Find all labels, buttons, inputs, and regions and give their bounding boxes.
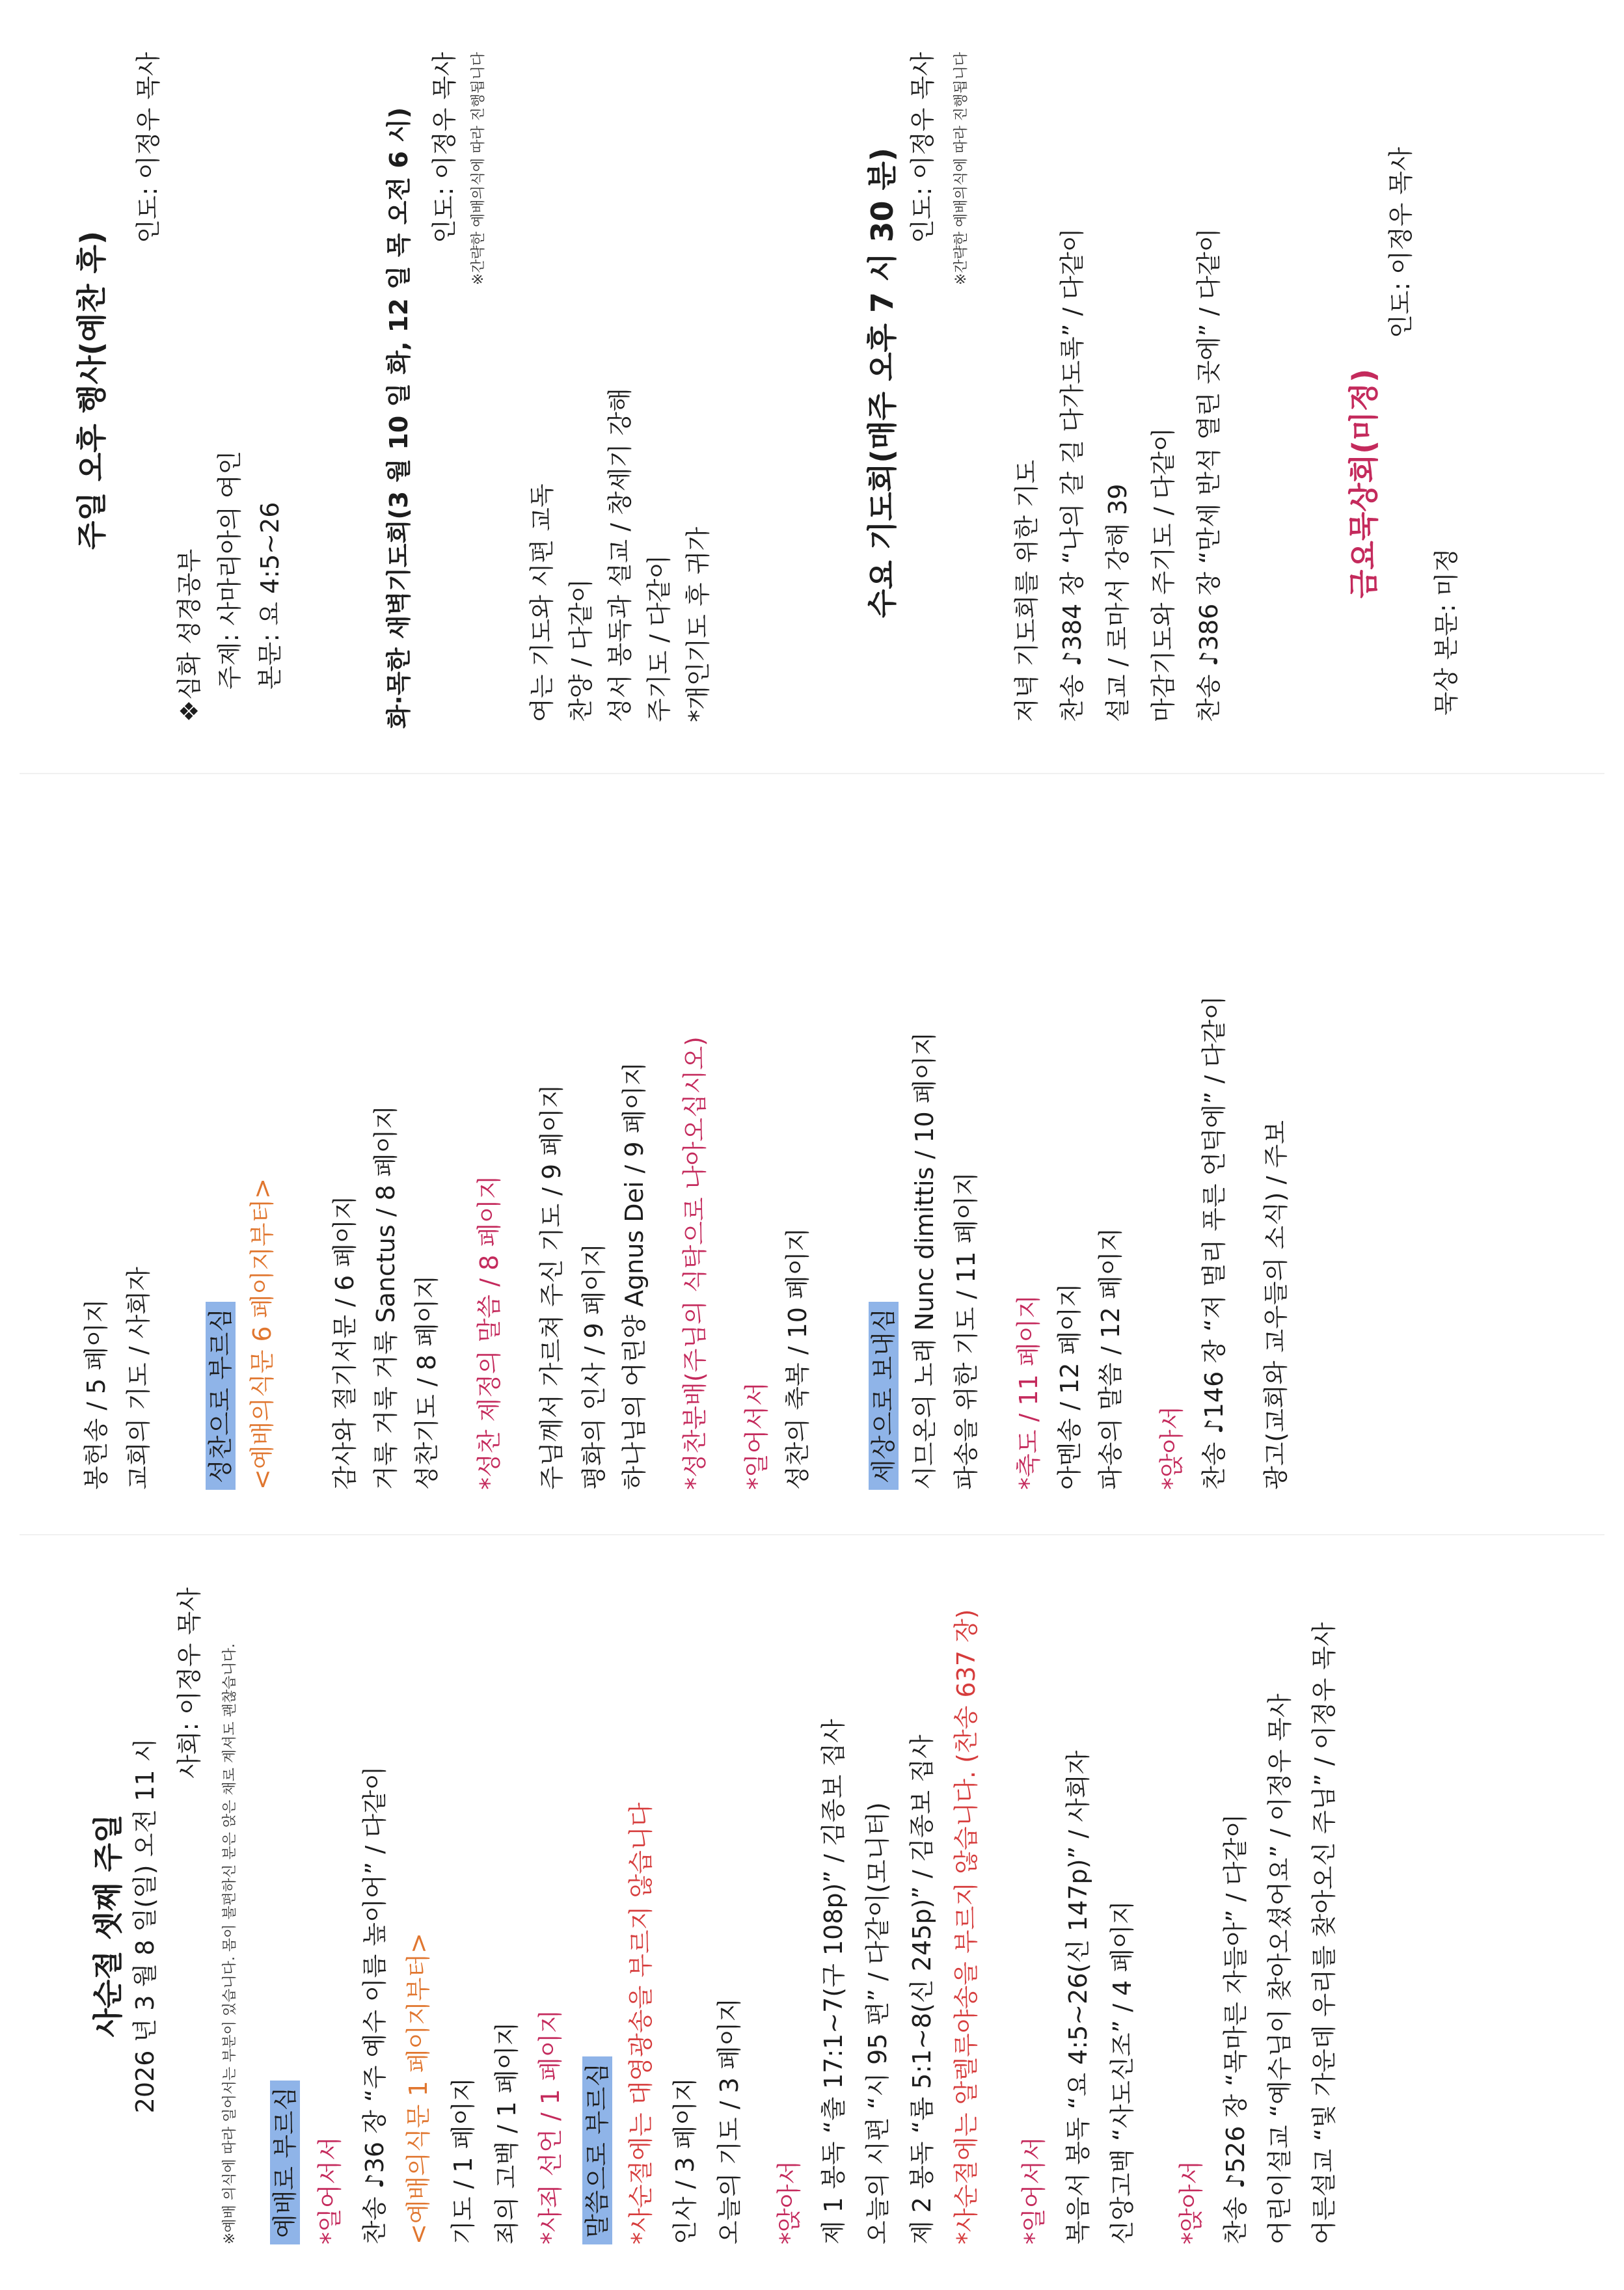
fold-line [20,773,1604,774]
dawn-prayer-title: 화·목한 새벽기도회(3 월 10 일 화, 12 일 목 오전 6 시) [385,107,413,729]
wednesday-step: 마감기도와 주기도 / 다같이 [1149,427,1178,722]
second-reading: 제 2 봉독 “롬 5:1~8(신 245p)” / 김종보 집사 [908,1734,936,2244]
absolution-item: *사죄 선언 / 1 페이지 [536,2009,565,2244]
wednesday-step: 찬송 ♪386 장 “만세 반석 열린 곳에” / 다같이 [1195,228,1223,722]
dawn-prayer-note: ※간략한 예배의식에 따라 진행됩니다 [470,52,487,286]
gospel-reading: 복음서 봉독 “요 4:5~26(신 147p)” / 사회자 [1064,1750,1092,2244]
section-call-to-sacrament: 성찬으로 부르심 [206,1302,236,1490]
main-sermon: 어른설교 “빛 가운데 우리를 찾아오신 주님” / 이정우 목사 [1310,1622,1338,2244]
bible-study-text: 본문: 요 4:5~26 [256,502,284,690]
agnus-dei-item: 하나님의 어린양 Agnus Dei / 9 페이지 [620,1062,649,1490]
sit-cue: *앉아서 [1177,2160,1206,2244]
dawn-step: 여는 기도와 시편 교독 [528,483,556,722]
bible-study-topic: 주제: 사마리아의 여인 [215,450,244,690]
first-reading: 제 1 봉독 “출 17:1~7(구 108p)” / 김종보 집사 [819,1719,848,2244]
section-sending: 세상으로 보내심 [869,1302,899,1490]
sunday-leader: 인도: 이정우 목사 [134,52,163,243]
stand-cue: *일어서서 [742,1382,771,1490]
sending-prayer-item: 파송을 위한 기도 / 11 페이지 [952,1172,981,1490]
liturgy-page-ref: <예배의식문 6 페이지부터> [248,1178,277,1490]
institution-item: *성찬 제정의 말씀 / 8 페이지 [475,1175,504,1490]
dawn-step: *개인기도 후 귀가 [684,526,712,722]
lords-prayer-item: 주님께서 가르쳐 주신 기도 / 9 페이지 [537,1084,566,1490]
section-call-to-worship: 예배로 부르심 [270,2081,300,2244]
dawn-step: 주기도 / 다같이 [645,554,673,722]
sit-cue: *앉아서 [775,2160,804,2244]
benediction-item: *축도 / 11 페이지 [1014,1295,1043,1490]
opening-hymn: 찬송 ♪36 장 “주 예수 이름 높이어” / 다같이 [360,1766,389,2244]
nunc-dimittis-item: 시므온의 노래 Nunc dimittis / 10 페이지 [910,1032,939,1490]
psalm-item: 오늘의 시편 “시 95 편” / 다같이(모니터) [863,1802,892,2244]
wednesday-step: 저녁 기도회를 위한 기도 [1012,459,1041,722]
peace-item: 평화의 인사 / 9 페이지 [580,1243,608,1490]
liturgy-page-ref: <예배의식문 1 페이지부터> [404,1932,433,2244]
preface-item: 감사와 절기서문 / 6 페이지 [331,1195,359,1490]
stand-cue: *일어서서 [1020,2136,1048,2244]
notices-item: 광고(교회와 교우들의 소식) / 주보 [1262,1120,1290,1490]
alleluia-note: *사순절에는 알렐루야송을 부르지 않습니다. (찬송 637 장) [952,1609,981,2244]
offering-item: 봉헌송 / 5 페이지 [82,1299,111,1490]
greeting-item: 인사 / 3 페이지 [671,2077,699,2244]
dismissal-item: 파송의 말씀 / 12 페이지 [1096,1227,1125,1490]
distribution-item: *성찬분배(주님의 식탁으로 나아오십시오) [681,1036,709,1490]
section-call-by-word: 말씀으로 부르심 [582,2056,612,2244]
sunday-afternoon-title: 주일 오후 행사(예찬 후) [74,231,109,550]
sit-cue: *앉아서 [1157,1405,1186,1490]
sanctus-item: 거룩 거룩 거룩 Sanctus / 8 페이지 [372,1105,400,1490]
dawn-step: 성서 봉독과 설교 / 창세기 강해 [606,388,634,722]
stand-cue: *일어서서 [316,2136,344,2244]
eucharist-prayer-item: 성찬기도 / 8 페이지 [413,1274,441,1490]
friday-meditation-title: 금요묵상회(미정) [1346,368,1381,599]
posture-note: ※예배 의식에 따라 일어서는 부분이 있습니다. 몸이 불편하신 분은 앉은 채로 계셔도 괜찮습니다. [222,1643,238,2244]
meal-blessing-item: 성찬의 축복 / 10 페이지 [783,1227,812,1490]
sermon-hymn: 찬송 ♪526 장 “목마른 자들아” / 다같이 [1221,1814,1250,2244]
service-date: 2026 년 3 월 8 일(일) 오전 11 시 [131,1738,159,2114]
amen-item: 아멘송 / 12 페이지 [1055,1283,1084,1490]
bible-study-heading: ❖심화 성경공부 [175,548,204,722]
confession-item: 죄의 고백 / 1 페이지 [493,2021,521,2244]
creed-item: 신앙고백 “사도신조” / 4 페이지 [1108,1900,1137,2244]
children-sermon: 어린이설교 “예수님이 찾아오셨어요” / 이정우 목사 [1265,1693,1294,2244]
gloria-note: *사순절에는 대영광송을 부르지 않습니다 [627,1802,655,2244]
prayer-item: 기도 / 1 페이지 [449,2077,478,2244]
officiant: 사회: 이정우 목사 [175,1587,204,1779]
dawn-prayer-leader: 인도: 이정우 목사 [430,52,459,243]
wednesday-step: 찬송 ♪384 장 “나의 갈 길 다가도록” / 다같이 [1058,228,1087,722]
collect-item: 오늘의 기도 / 3 페이지 [715,1998,744,2244]
wednesday-prayer-title: 수요 기도회(매주 오후 7 시 30 분) [865,148,900,618]
friday-text: 묵상 본문: 미정 [1432,548,1461,716]
friday-leader: 인도: 이정우 목사 [1387,147,1415,338]
wednesday-step: 설교 / 로마서 강해 39 [1103,483,1132,722]
fold-line [20,1534,1604,1535]
church-prayer-item: 교회의 기도 / 사회자 [124,1267,153,1490]
dawn-step: 찬양 / 다같이 [567,578,595,722]
wednesday-note: ※간략한 예배의식에 따라 진행됩니다 [953,52,969,286]
closing-hymn: 찬송 ♪146 장 “저 멀리 푸른 언덕에” / 다같이 [1200,995,1228,1490]
wednesday-leader: 인도: 이정우 목사 [908,52,937,243]
service-title: 사순절 셋째 주일 [90,1814,126,2038]
